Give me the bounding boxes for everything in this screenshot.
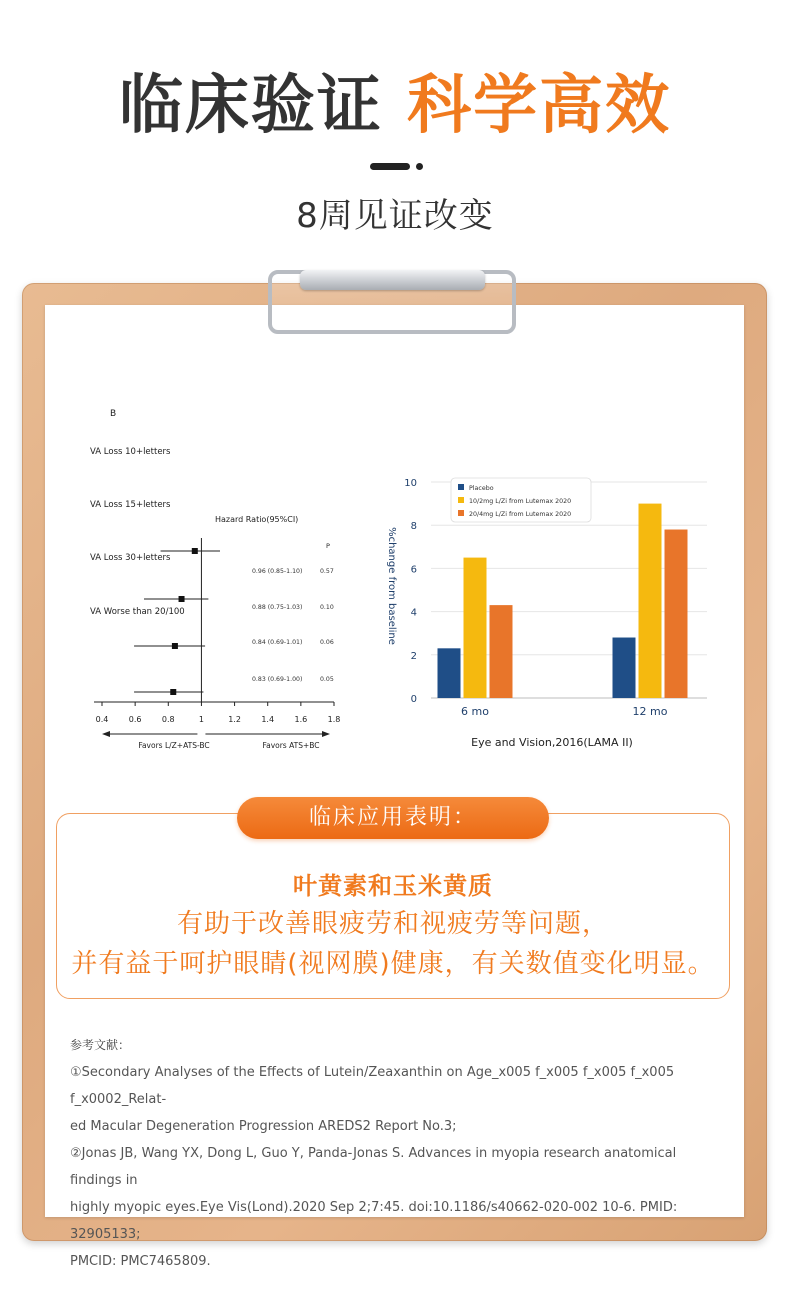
bar-chart [375,470,720,760]
hr-x-tick-label: 1 [198,715,204,724]
hr-row-label: VA Loss 30+letters [90,553,171,563]
hr-favor-right-label: Favors ATS+BC [262,741,320,750]
conclusion-pill: 临床应用表明： [237,797,549,839]
hr-estimate-marker [170,689,176,695]
bar-1-1 [639,504,662,698]
bar-2-1 [665,530,688,698]
hr-p-value: 0.06 [320,639,334,646]
bar-0-0 [438,648,461,698]
bar-legend-swatch [458,497,464,503]
title-divider-bar [370,163,410,170]
bar-y-tick-label: 10 [404,478,417,489]
hr-ci-text: 0.88 (0.75-1.03) [252,604,303,611]
hr-p-header: P [326,542,330,550]
hr-estimate-marker [192,548,198,554]
reference-1-line-2: ed Macular Degeneration Progression AREDS2 Report No.3; [70,1119,457,1134]
hr-p-value: 0.05 [320,676,334,683]
bar-y-tick-label: 0 [410,694,417,705]
hr-p-value: 0.57 [320,568,334,575]
title-orange-part: 科学高效 [407,69,672,143]
hr-x-tick-label: 1.8 [327,715,341,724]
hr-favor-left-arrow-head [102,731,110,737]
hr-favor-left-label: Favors L/Z+ATS-BC [138,741,210,750]
bar-legend-swatch [458,510,464,516]
reference-2-line-1: ②Jonas JB, Wang YX, Dong L, Guo Y, Panda-Jonas S. Advances in myopia research anatomical findings in [70,1146,677,1188]
hr-favor-right-arrow-head [322,731,330,737]
clipboard-clip-bar [300,270,485,290]
hr-x-tick-label: 1.2 [228,715,241,724]
bar-legend-swatch [458,484,464,490]
title-dark-part: 临床验证 [118,69,383,143]
bar-0-1 [613,638,636,698]
hr-x-tick-label: 0.6 [128,715,142,724]
bar-y-tick-label: 6 [410,564,417,576]
reference-2-line-2: highly myopic eyes.Eye Vis(Lond).2020 Sep 2;7:45. doi:10.1186/s40662-020-002 10-6. PMID: 32905133; [70,1200,678,1242]
hr-ci-text: 0.96 (0.85-1.10) [252,568,303,575]
bar-x-tick-label: 12 mo [632,705,668,718]
bar-y-axis-label: %change from baseline [386,527,397,645]
bar-1-0 [464,558,487,698]
page-title [0,66,790,146]
bar-2-0 [490,605,513,698]
hr-estimate-marker [172,643,178,649]
hr-row-label: VA Loss 10+letters [90,447,171,457]
reference-1-line-1: ①Secondary Analyses of the Effects of Lutein/Zeaxanthin on Age_x005 f_x005 f_x005 f_x005 f_x0002_Relat- [70,1065,675,1107]
references [70,1032,720,1275]
bar-legend [451,478,591,522]
hr-ci-text: 0.84 (0.69-1.01) [252,639,303,646]
page-subtitle: 8周见证改变 [296,196,494,236]
hr-row-label: VA Worse than 20/100 [90,607,185,617]
hr-column-header: Hazard Ratio(95%CI) [215,515,299,524]
hr-x-tick-label: 1.4 [261,715,275,724]
bar-x-tick-label: 6 mo [461,705,489,718]
reference-2-line-3: PMCID: PMC7465809. [70,1254,211,1269]
conclusion-line-2: 并有益于呵护眼睛(视网膜)健康，有关数值变化明显。 [71,949,715,979]
title-divider-dot [416,163,423,170]
bar-legend-label: 20/4mg L/Zi from Lutemax 2020 [469,511,572,518]
bar-legend-label: Placebo [469,485,494,492]
bar-y-tick-label: 4 [410,607,417,619]
hr-estimate-marker [179,596,185,602]
bar-y-tick-label: 8 [410,521,417,533]
hr-row-label: VA Loss 15+letters [90,500,171,510]
hr-p-value: 0.10 [320,604,334,611]
hr-x-tick-label: 0.8 [161,715,175,724]
conclusion-headline: 叶黄素和玉米黄质 [293,872,493,900]
hr-panel-label: B [110,409,117,419]
hr-ci-text: 0.83 (0.69-1.00) [252,676,303,683]
conclusion-line-1: 有助于改善眼疲劳和视疲劳等问题， [176,909,609,939]
references-title: 参考文献： [70,1038,131,1052]
hazard-ratio-chart [80,398,350,758]
bar-legend-label: 10/2mg L/Zi from Lutemax 2020 [469,498,572,505]
hr-x-tick-label: 0.4 [95,715,109,724]
hr-x-tick-label: 1.6 [294,715,308,724]
bar-y-tick-label: 2 [410,650,417,662]
bar-chart-caption: Eye and Vision,2016(LAMA II) [471,736,633,749]
